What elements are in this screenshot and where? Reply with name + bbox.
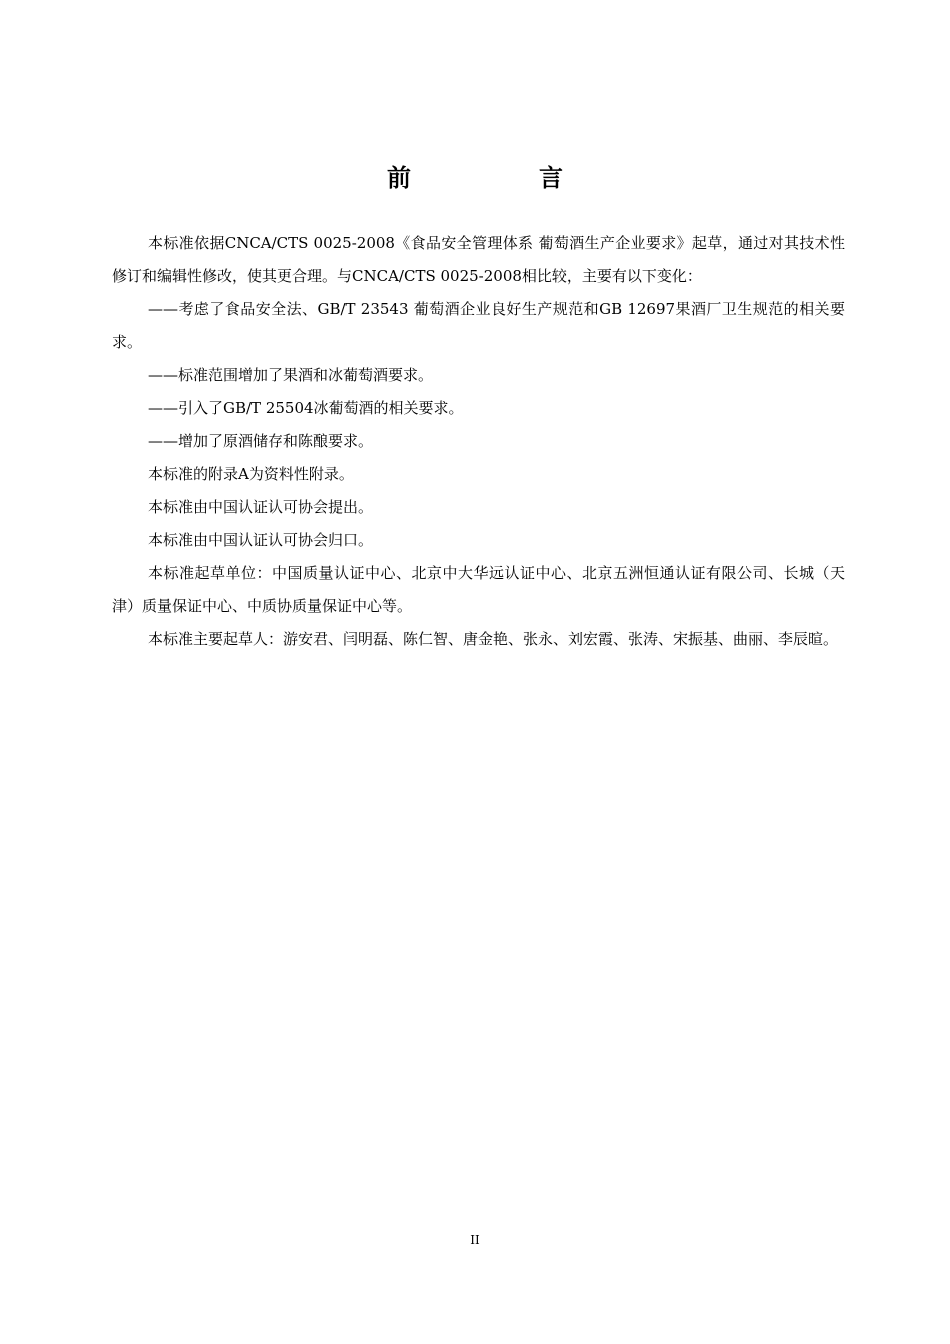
paragraph-change-food-safety-law: ——考虑了食品安全法、GB/T 23543 葡萄酒企业良好生产规范和GB 12697果酒厂卫生规范的相关要求。 [112,300,845,351]
paragraph-change-storage-aging: ——增加了原酒储存和陈酿要求。 [148,432,374,450]
paragraph-change-ice-wine: ——引入了GB/T 25504冰葡萄酒的相关要求。 [148,399,464,417]
page-number: II [470,1233,480,1247]
paragraph-drafting-units: 本标准起草单位：中国质量认证中心、北京中大华远认证中心、北京五洲恒通认证有限公司、长城（天津）质量保证中心、中质协质量保证中心等。 [112,564,845,615]
paragraph-proposed-by: 本标准由中国认证认可协会提出。 [148,498,374,516]
paragraph-administered-by: 本标准由中国认证认可协会归口。 [148,531,374,549]
paragraph-drafters: 本标准主要起草人：游安君、闫明磊、陈仁智、唐金艳、张永、刘宏霞、张涛、宋振基、曲丽、李辰暄。 [148,630,839,648]
paragraph-appendix: 本标准的附录A为资料性附录。 [148,465,354,483]
paragraph-basis: 本标准依据CNCA/CTS 0025-2008《食品安全管理体系 葡萄酒生产企业要求》起草，通过对其技术性修订和编辑性修改，使其更合理。与CNCA/CTS 0025-2008相比较，主要有以下变化： [112,234,845,285]
page-title: 前 言 [387,164,615,192]
document-body [112,227,845,656]
paragraph-change-scope: ——标准范围增加了果酒和冰葡萄酒要求。 [148,366,434,384]
